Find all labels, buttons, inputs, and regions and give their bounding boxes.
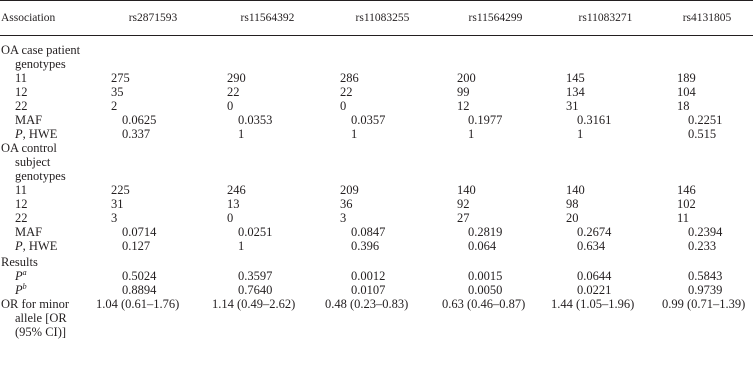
table-cell: 286 [340, 71, 359, 85]
table-row [0, 71, 753, 85]
table-cell: 1 [238, 127, 245, 141]
table-cell: 104 [677, 85, 696, 99]
table-row [0, 197, 753, 211]
table-cell: 0.0357 [351, 113, 386, 127]
spacer [0, 36, 753, 44]
row-label: 12 [15, 197, 28, 211]
table-row [0, 85, 753, 99]
table-cell: 1.14 (0.49–2.62) [212, 297, 296, 311]
table-cell: 0.3161 [577, 113, 612, 127]
row-label: 12 [15, 85, 28, 99]
header-snp-5: rs11083271 [550, 1, 661, 36]
table-cell: 31 [111, 197, 124, 211]
section-title-control: OA control subject genotypes [1, 141, 66, 183]
table-cell: 290 [227, 71, 246, 85]
table-cell: 1 [577, 127, 584, 141]
table-row [0, 113, 753, 127]
row-label: 22 [15, 211, 28, 225]
row-label: MAF [15, 225, 43, 239]
table-cell: 0.0644 [577, 269, 612, 283]
table-cell: 0 [340, 99, 347, 113]
table-row [0, 99, 753, 113]
table-cell: 0.0251 [238, 225, 273, 239]
table-cell: 0.8894 [122, 283, 157, 297]
table-cell: 0.0221 [577, 283, 612, 297]
table-cell: 13 [227, 197, 240, 211]
table-cell: 35 [111, 85, 124, 99]
table-cell: 11 [677, 211, 690, 225]
table-cell: 102 [677, 197, 696, 211]
table-cell: 0.515 [688, 127, 717, 141]
table-cell: 0.3597 [238, 269, 273, 283]
section-control-row [0, 141, 753, 183]
header-snp-6: rs4131805 [661, 1, 753, 36]
table-cell: 0.0353 [238, 113, 273, 127]
section-results-row [0, 253, 753, 269]
row-label: MAF [15, 113, 43, 127]
table-row [0, 239, 753, 253]
table-cell: 0.233 [688, 239, 717, 253]
table-cell: 1 [238, 239, 245, 253]
table-cell: 99 [457, 85, 470, 99]
table-cell: 2 [111, 99, 118, 113]
row-label: P, HWE [15, 127, 58, 141]
table-cell: 0.0847 [351, 225, 386, 239]
table-cell: 134 [566, 85, 585, 99]
row-label: 22 [15, 99, 28, 113]
table-cell: 140 [457, 183, 476, 197]
row-label-pa: $P^a$ [15, 267, 27, 283]
section-case-row [0, 43, 753, 71]
table-row [0, 297, 753, 339]
table-cell: 18 [677, 99, 690, 113]
header-snp-1: rs2871593 [95, 1, 211, 36]
table-cell: 1 [468, 127, 475, 141]
header-snp-4: rs11564299 [441, 1, 550, 36]
table-cell: 0.2819 [468, 225, 503, 239]
table-cell: 0.7640 [238, 283, 273, 297]
table-cell: 36 [340, 197, 353, 211]
table-cell: 0 [227, 99, 234, 113]
table-cell: 209 [340, 183, 359, 197]
table-cell: 0.0714 [122, 225, 157, 239]
table-cell: 1 [351, 127, 358, 141]
table-cell: 1.44 (1.05–1.96) [551, 297, 635, 311]
section-title-case: OA case patient genotypes [1, 43, 81, 71]
table-cell: 3 [111, 211, 118, 225]
header-row [0, 1, 753, 36]
table-cell: 0.0012 [351, 269, 386, 283]
table-cell: 275 [111, 71, 130, 85]
table-cell: 27 [457, 211, 470, 225]
table-cell: 0.396 [351, 239, 380, 253]
table-cell: 0.337 [122, 127, 151, 141]
row-label: P, HWE [15, 239, 58, 253]
table-cell: 0.48 (0.23–0.83) [325, 297, 409, 311]
row-label-or: OR for minor allele [OR (95% CI)] [1, 297, 70, 339]
table-cell: 140 [566, 183, 585, 197]
table-cell: 246 [227, 183, 246, 197]
table-cell: 0 [227, 211, 234, 225]
table-cell: 22 [227, 85, 240, 99]
table-cell: 0.2251 [688, 113, 723, 127]
table-cell: 0.99 (0.71–1.39) [662, 297, 746, 311]
table-cell: 0.1977 [468, 113, 503, 127]
table-cell: 0.2674 [577, 225, 612, 239]
table-cell: 225 [111, 183, 130, 197]
table-cell: 145 [566, 71, 585, 85]
section-title-results: Results [1, 255, 38, 269]
table-cell: 12 [457, 99, 470, 113]
row-label: 11 [15, 71, 28, 85]
header-snp-2: rs11564392 [211, 1, 324, 36]
table-cell: 0.9739 [688, 283, 723, 297]
table-cell: 0.127 [122, 239, 151, 253]
table-cell: 22 [340, 85, 353, 99]
table-cell: 146 [677, 183, 696, 197]
table-cell: 1.04 (0.61–1.76) [96, 297, 180, 311]
table-cell: 200 [457, 71, 476, 85]
table-cell: 31 [566, 99, 579, 113]
table-cell: 0.0107 [351, 283, 386, 297]
table-cell: 92 [457, 197, 470, 211]
header-association: Association [0, 1, 95, 36]
table-cell: 3 [340, 211, 347, 225]
table-cell: 20 [566, 211, 579, 225]
row-label: 11 [15, 183, 28, 197]
table-cell: 189 [677, 71, 696, 85]
table-cell: 0.2394 [688, 225, 723, 239]
table-row [0, 211, 753, 225]
table-cell: 0.63 (0.46–0.87) [442, 297, 526, 311]
table-row [0, 225, 753, 239]
table-cell: 0.0625 [122, 113, 157, 127]
table-cell: 0.5843 [688, 269, 723, 283]
table-row [0, 183, 753, 197]
table-cell: 0.0015 [468, 269, 503, 283]
table-row [0, 283, 753, 297]
table-row [0, 127, 753, 141]
table-row [0, 269, 753, 283]
header-snp-3: rs11083255 [324, 1, 441, 36]
table-cell: 0.064 [468, 239, 497, 253]
table-cell: 0.634 [577, 239, 606, 253]
table-cell: 0.0050 [468, 283, 503, 297]
row-label-pb: $P^b$ [15, 281, 27, 297]
table-cell: 98 [566, 197, 579, 211]
table-cell: 0.5024 [122, 269, 157, 283]
